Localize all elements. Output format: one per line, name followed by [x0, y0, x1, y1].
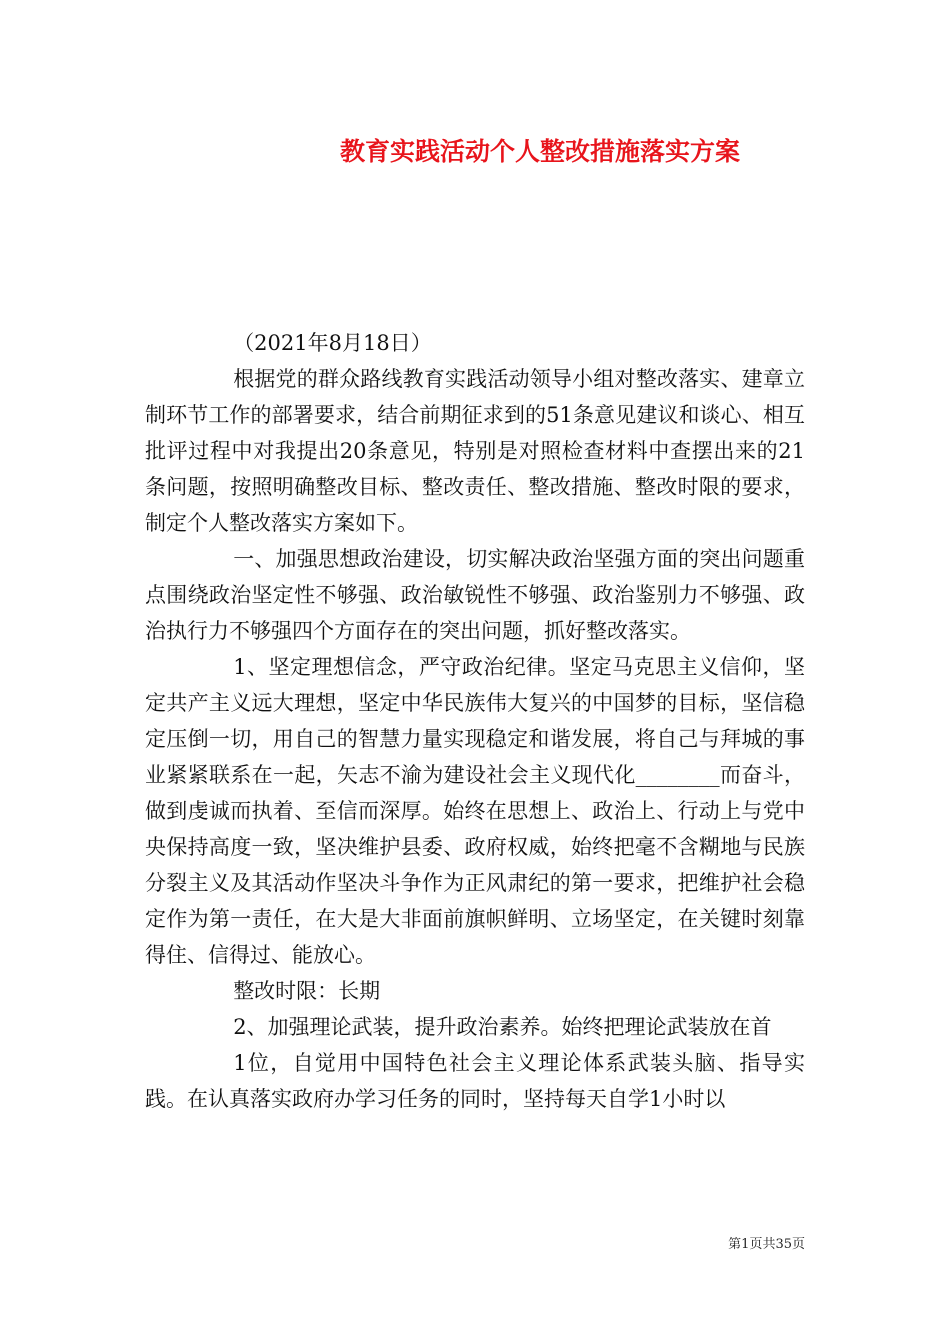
paragraph-item-2: 2、加强理论武装，提升政治素养。始终把理论武装放在首 — [233, 1015, 772, 1039]
document-title: 教育实践活动个人整改措施落实方案 — [339, 137, 740, 166]
paragraph-deadline: 整改时限：长期 — [233, 979, 381, 1003]
paragraph-intro: 根据党的群众路线教育实践活动领导小组对整改落实、建章立制环节工作的部署要求，结合前期征求到的51条意见建议和谈心、相互批评过程中对我提出20条意见，特别是对照检查材料中查摆出来的21条问题，按照明确整改目标、整改责任、整改措施、整改时限的要求，制定个人整改落实方案如下。 — [145, 367, 805, 535]
document-body — [145, 325, 805, 1117]
paragraph-item-2-cont: 1位，自觉用中国特色社会主义理论体系武装头脑、指导实践。在认真落实政府办学习任务的同时，坚持每天自学1小时以 — [145, 1051, 805, 1111]
document-date: （2021年8月18日） — [233, 331, 432, 355]
page-number: 第1页共35页 — [728, 1237, 805, 1252]
paragraph-item-1: 1、坚定理想信念，严守政治纪律。坚定马克思主义信仰，坚定共产主义远大理想，坚定中华民族伟大复兴的中国梦的目标，坚信稳定压倒一切，用自己的智慧力量实现稳定和谐发展，将自己与拜城的事业紧紧联系在一起，矢志不渝为建设社会主义现代化________而奋斗，做到虔诚而执着、至信而深厚。始终在思想上、政治上、行动上与党中央保持高度一致，坚决维护县委、政府权威，始终把毫不含糊地与民族分裂主义及其活动作坚决斗争作为正风肃纪的第一要求，把维护社会稳定作为第一责任，在大是大非面前旗帜鲜明、立场坚定，在关键时刻靠得住、信得过、能放心。 — [145, 655, 805, 967]
paragraph-section-1: 一、加强思想政治建设，切实解决政治坚强方面的突出问题重点围绕政治坚定性不够强、政治敏锐性不够强、政治鉴别力不够强、政治执行力不够强四个方面存在的突出问题，抓好整改落实。 — [145, 547, 805, 643]
